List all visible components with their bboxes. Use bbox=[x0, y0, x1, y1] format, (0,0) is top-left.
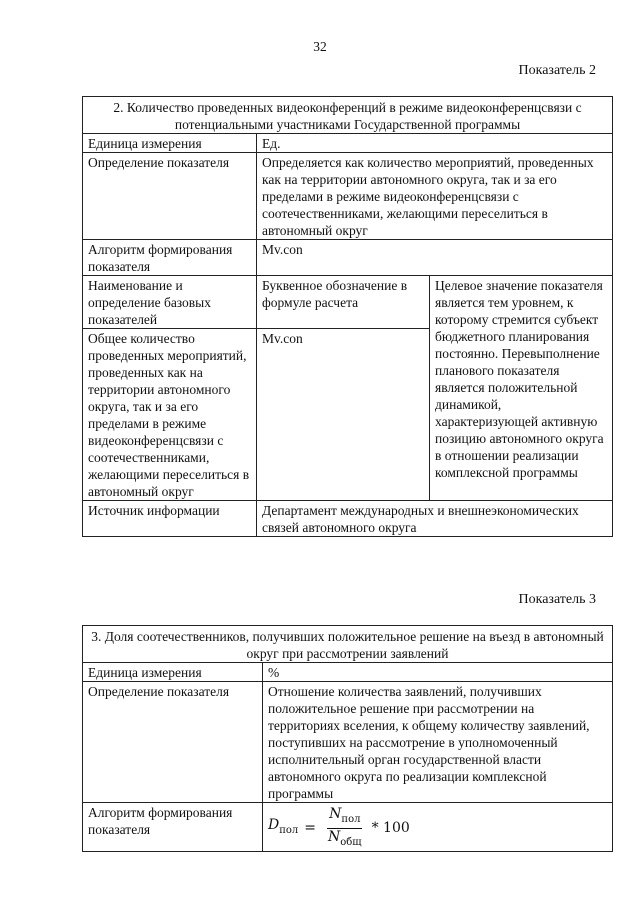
indicator-3-table bbox=[82, 625, 613, 852]
unit-label: Единица измерения bbox=[83, 134, 257, 153]
table-row bbox=[83, 682, 613, 803]
formula-multiplier: * 100 bbox=[371, 819, 410, 836]
indicator-3-label: Показатель 3 bbox=[518, 592, 596, 607]
formula-numerator: $N_{пол}$ bbox=[327, 806, 362, 829]
indicator-2-label: Показатель 2 bbox=[518, 63, 596, 78]
table-row bbox=[83, 663, 613, 682]
base-header-symbol: Буквенное обозначение в формуле расчета bbox=[257, 276, 430, 329]
definition-value: Определяется как количество мероприятий, проведенных как на территории автономного округа, так и за его пределами в режиме видеоконференцсвязи с соотечественниками, желающими переселиться в автономный округ bbox=[257, 153, 613, 240]
formula-fraction bbox=[326, 806, 364, 851]
table-row bbox=[83, 97, 613, 134]
table-row bbox=[83, 134, 613, 153]
base-row-name: Общее количество проведенных мероприятий, проведенных как на территории автономного округа, так и за его пределами в режиме видеоконференцсвязи с соотечественниками, желающими переселиться в автономный округ bbox=[83, 329, 257, 501]
table-row bbox=[83, 501, 613, 537]
source-value: Департамент международных и внешнеэкономических связей автономного округа bbox=[257, 501, 613, 537]
formula-equals: = bbox=[304, 819, 317, 836]
formula-denominator: $N_{общ}$ bbox=[328, 828, 362, 848]
formula bbox=[268, 804, 607, 851]
definition-label: Определение показателя bbox=[83, 153, 257, 240]
unit-value: Ед. bbox=[257, 134, 613, 153]
algorithm-value: Mv.con bbox=[257, 240, 613, 276]
definition-value: Отношение количества заявлений, получивших положительное решение при рассмотрении на территориях вселения, к общему количеству заявлений, поступивших на рассмотрение в уполномоченный исполнительный орган государственной власти автономного округа по реализации комплексной программы bbox=[263, 682, 613, 803]
unit-label: Единица измерения bbox=[83, 663, 263, 682]
table-row bbox=[83, 153, 613, 240]
table-row bbox=[83, 803, 613, 852]
algorithm-label: Алгоритм формирования показателя bbox=[83, 240, 257, 276]
definition-label: Определение показателя bbox=[83, 682, 263, 803]
base-row-symbol: Mv.con bbox=[257, 329, 430, 501]
algorithm-formula bbox=[263, 803, 613, 852]
table-row bbox=[83, 276, 613, 329]
indicator-title: 2. Количество проведенных видеоконференций в режиме видеоконференцсвязи с потенциальными участниками Государственной программы bbox=[83, 97, 613, 134]
page-number: 32 bbox=[313, 39, 327, 54]
source-label: Источник информации bbox=[83, 501, 257, 537]
base-header-name: Наименование и определение базовых показателей bbox=[83, 276, 257, 329]
algorithm-label: Алгоритм формирования показателя bbox=[83, 803, 263, 852]
table-row bbox=[83, 626, 613, 663]
table-row bbox=[83, 240, 613, 276]
formula-lhs: $D_{пол}$ bbox=[268, 817, 299, 837]
unit-value: % bbox=[263, 663, 613, 682]
target-value-note: Целевое значение показателя является тем уровнем, к которому стремится субъект бюджетного планирования постоянно. Перевыполнение планового показателя является положительной динамикой, характеризующей активную позицию автономного округа в отношении реализации комплексной программы bbox=[430, 276, 613, 501]
indicator-title: 3. Доля соотечественников, получивших положительное решение на въезд в автономный округ при рассмотрении заявлений bbox=[83, 626, 613, 663]
indicator-2-table bbox=[82, 96, 613, 537]
